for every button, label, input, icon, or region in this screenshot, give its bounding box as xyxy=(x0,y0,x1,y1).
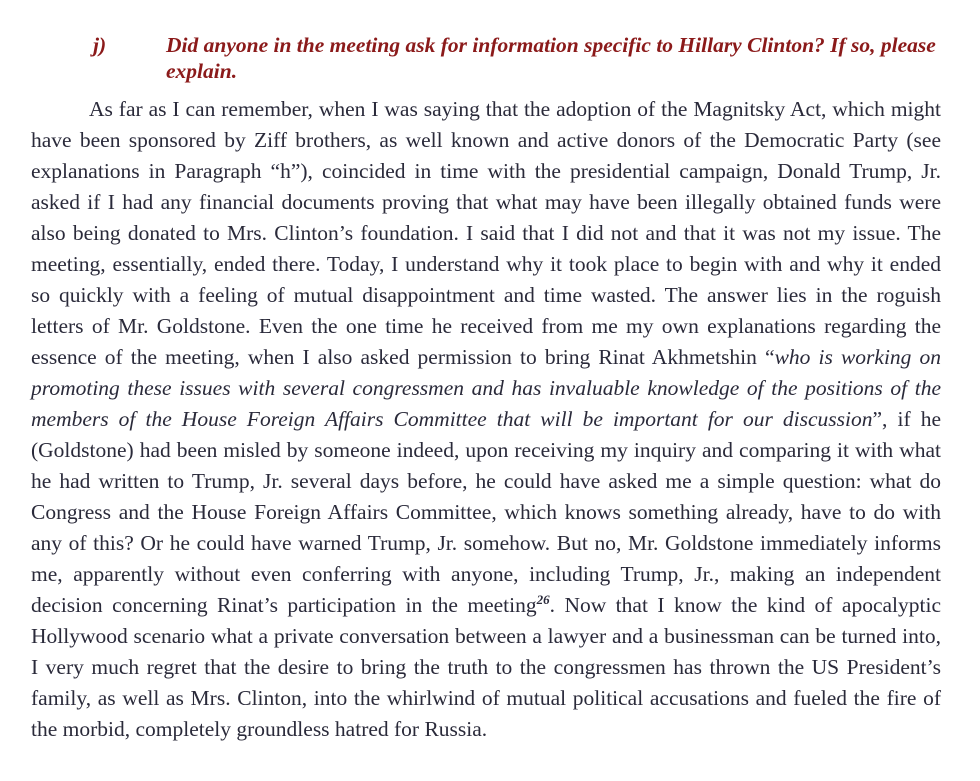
question-heading xyxy=(93,32,943,84)
answer-quote: who is working on promoting these issues with several congressmen and has invaluable knowledge of the positions of the members of the House Foreign Affairs Committee that will be important for our discussion xyxy=(31,345,942,431)
question-text: Did anyone in the meeting ask for information specific to Hillary Clinton? If so, please explain. xyxy=(166,33,936,83)
question-marker: j) xyxy=(93,33,107,57)
answer-paragraph xyxy=(31,94,941,745)
answer-text-part2: ”, if he (Goldstone) had been misled by someone indeed, upon receiving my inquiry and comparing it with what he had written to Trump, Jr. several days before, he could have asked me a simple question: what do Congress and the House Foreign Affairs Committee, which knows something already, have to do with any of this? Or he could have warned Trump, Jr. somehow. But no, Mr. Goldstone immediately informs me, apparently without even conferring with anyone, including Trump, Jr., making an independent decision concerning Rinat’s participation in the meeting xyxy=(31,407,941,617)
answer-text-part3: . Now that I know the kind of apocalyptic Hollywood scenario what a private conversation between a lawyer and a businessman can be turned into, I very much regret that the desire to bring the truth to the congressmen has thrown the US President’s family, as well as Mrs. Clinton, into the whirlwind of mutual political accusations and fueled the fire of the morbid, completely groundless hatred for Russia. xyxy=(31,593,941,741)
footnote-marker[interactable]: 26 xyxy=(536,591,550,607)
answer-text-part1: As far as I can remember, when I was saying that the adoption of the Magnitsky Act, which might have been sponsored by Ziff brothers, as well known and active donors of the Democratic Party (see explanations in Paragraph “h”), coincided in time with the presidential campaign, Donald Trump, Jr. asked if I had any financial documents proving that what may have been illegally obtained funds were also being donated to Mrs. Clinton’s foundation. I said that I did not and that it was not my issue. The meeting, essentially, ended there. Today, I understand why it took place to begin with and why it ended so quickly with a feeling of mutual disappointment and time wasted. The answer lies in the roguish letters of Mr. Goldstone. Even the one time he received from me my own explanations regarding the essence of the meeting, when I also asked permission to bring Rinat Akhmetshin “ xyxy=(31,97,941,369)
